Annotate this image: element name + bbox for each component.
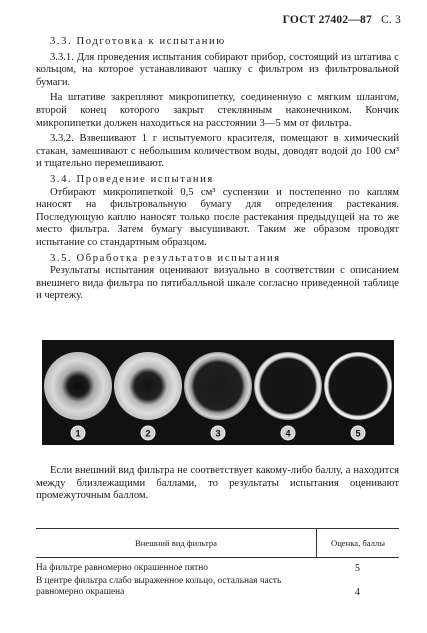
rating-label-2: 2 bbox=[145, 428, 151, 439]
table-cell-score: 5 bbox=[355, 563, 360, 574]
paragraph-3-3-1: 3.3.1. Для проведения испытания собирают прибор, состоящий из штатива с кольцом, на которое устанавливают чашку с фильтром из фильтровальной бумаги. bbox=[36, 51, 399, 88]
table-header bbox=[36, 529, 399, 558]
paragraph-intermediate-score: Если внешний вид фильтра не соответствует какому-либо баллу, а находится между близлежащими баллами, то результаты испытания оценивают промежуточным баллом. bbox=[36, 465, 399, 502]
paragraph-3-5: Результаты испытания оценивают визуально в соответствии с описанием внешнего вида фильтра по пятибалльной шкале согласно приведенной таблице и чертежу. bbox=[36, 265, 399, 302]
paragraph-3-3-2: 3.3.2. Взвешивают 1 г испытуемого красителя, помещают в химический стакан, замешивают с небольшим количеством воды, доводят водой до 100 см³ и тщательно перемешивают. bbox=[36, 133, 399, 170]
table-header-appearance: Внешний вид фильтра bbox=[135, 538, 217, 548]
table-row bbox=[36, 563, 399, 574]
section-3-3-title: 3.3. Подготовка к испытанию bbox=[50, 36, 226, 47]
standard-code: ГОСТ 27402—87 bbox=[282, 14, 372, 26]
table-cell-score: 4 bbox=[355, 587, 360, 598]
filter-ring-5 bbox=[324, 352, 392, 420]
paragraph-3-4: Отбирают микропипеткой 0,5 см³ суспензии и постепенно по каплям наносят на фильтровальную бумагу для определения растекания. Последующую каплю наносят только после растекания предыдущей на то же место фильтра. Затем бумагу высушивают. Таким же образом проводят испытание со стандартным образцом. bbox=[36, 186, 399, 248]
rating-label-5: 5 bbox=[355, 428, 361, 439]
rating-label-3: 3 bbox=[215, 428, 221, 439]
table-row bbox=[36, 576, 399, 598]
page-header bbox=[283, 14, 401, 26]
section-3-5-title: 3.5. Обработка результатов испытания bbox=[50, 252, 281, 264]
body-text bbox=[36, 36, 399, 303]
score-table bbox=[36, 528, 399, 598]
paragraph-3-3-1-b: На штативе закрепляют микропипетку, соединенную с мягким шлангом, второй конец которого закрыт стеклянным наконечником. Кончик микропипетки должен находиться на расстоянии 3—5 мм от фильтра. bbox=[36, 92, 399, 129]
rating-label-1: 1 bbox=[75, 428, 81, 439]
filter-ring-1 bbox=[44, 352, 112, 420]
table-header-score: Оценка, баллы bbox=[316, 529, 399, 557]
rating-label-4: 4 bbox=[285, 428, 291, 439]
filter-ring-3 bbox=[184, 352, 252, 420]
filter-ring-2 bbox=[114, 352, 182, 420]
page-number: С. 3 bbox=[381, 14, 401, 26]
filter-ring-4 bbox=[254, 352, 322, 420]
table-cell-desc: В центре фильтра слабо выраженное кольцо, остальная часть равномерно окрашена bbox=[36, 576, 282, 597]
section-3-4-title: 3.4. Проведение испытания bbox=[50, 173, 214, 185]
table-cell-desc: На фильтре равномерно окрашенное пятно bbox=[36, 563, 208, 573]
filter-rings-figure bbox=[42, 340, 394, 445]
filter-rings-image bbox=[42, 340, 394, 445]
